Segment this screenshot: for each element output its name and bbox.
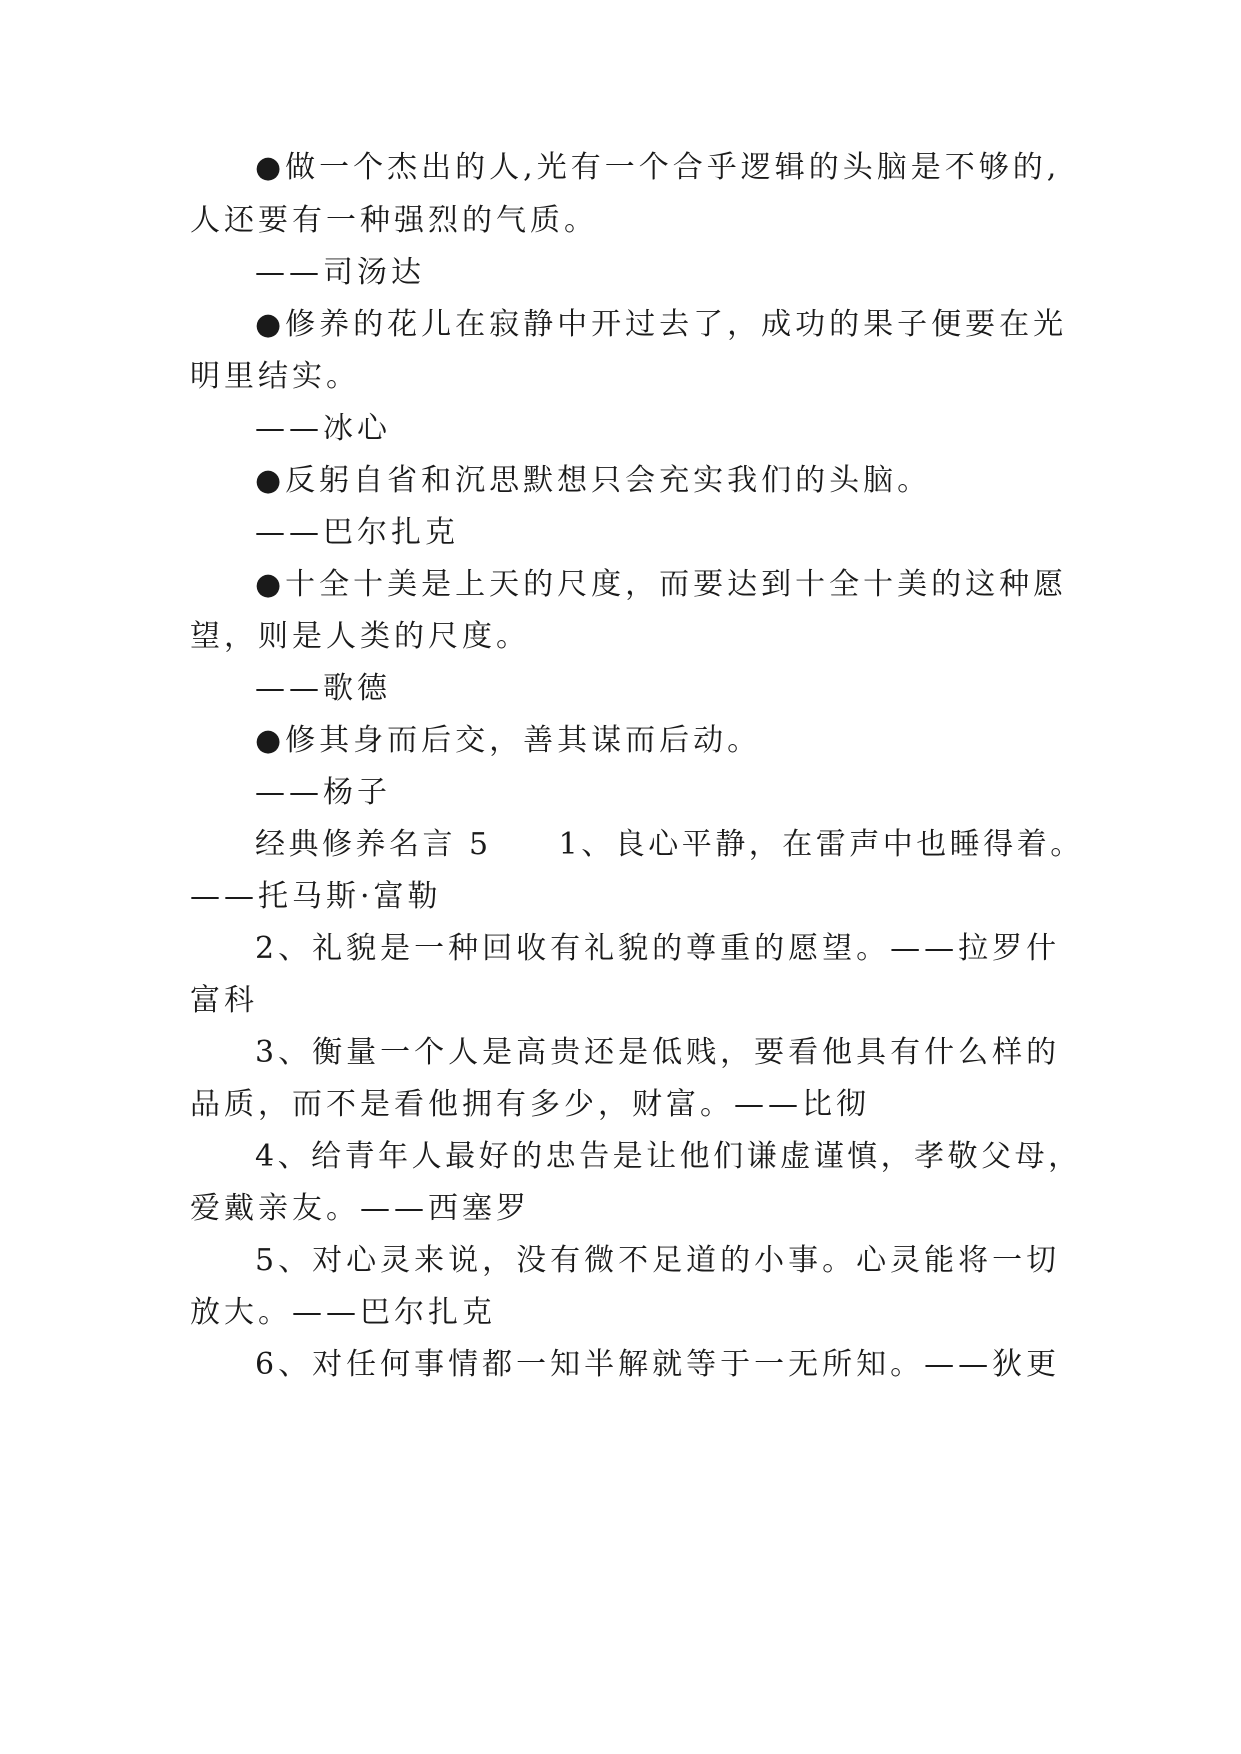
quote-line: 爱戴亲友。——西塞罗 xyxy=(190,1191,530,1226)
author-line: ——杨子 xyxy=(255,775,391,810)
quote-line: ●十全十美是上天的尺度，而要达到十全十美的这种愿 xyxy=(255,567,1068,602)
quote-line: 望，则是人类的尺度。 xyxy=(190,619,530,654)
quote-line: 6、对任何事情都一知半解就等于一无所知。——狄更 xyxy=(255,1347,1061,1382)
quote-line: 品质，而不是看他拥有多少，财富。——比彻 xyxy=(190,1087,870,1122)
section-heading-line: 经典修养名言 5 1、良心平静，在雷声中也睡得着。 xyxy=(255,827,1084,862)
quote-line: ●修其身而后交，善其谋而后动。 xyxy=(255,723,762,758)
author-line: ——巴尔扎克 xyxy=(255,515,459,550)
author-line: ——托马斯·富勒 xyxy=(190,879,442,914)
quote-line: ●反躬自省和沉思默想只会充实我们的头脑。 xyxy=(255,463,932,498)
quote-line: 明里结实。 xyxy=(190,359,360,394)
quote-line: 富科 xyxy=(190,983,258,1018)
quote-line: ●做一个杰出的人,光有一个合乎逻辑的头脑是不够的, xyxy=(255,150,1061,185)
quote-line: 3、衡量一个人是高贵还是低贱，要看他具有什么样的 xyxy=(255,1035,1061,1070)
quote-line: 4、给青年人最好的忠告是让他们谦虚谨慎，孝敬父母， xyxy=(255,1139,1082,1174)
quote-line: ●修养的花儿在寂静中开过去了，成功的果子便要在光 xyxy=(255,307,1068,342)
quote-line: 人还要有一种强烈的气质。 xyxy=(190,203,598,238)
quote-line: 放大。——巴尔扎克 xyxy=(190,1295,496,1330)
quote-line: 2、礼貌是一种回收有礼貌的尊重的愿望。——拉罗什 xyxy=(255,931,1061,966)
author-line: ——司汤达 xyxy=(255,255,425,290)
author-line: ——冰心 xyxy=(255,411,391,446)
quote-line: 5、对心灵来说，没有微不足道的小事。心灵能将一切 xyxy=(255,1243,1061,1278)
author-line: ——歌德 xyxy=(255,671,391,706)
